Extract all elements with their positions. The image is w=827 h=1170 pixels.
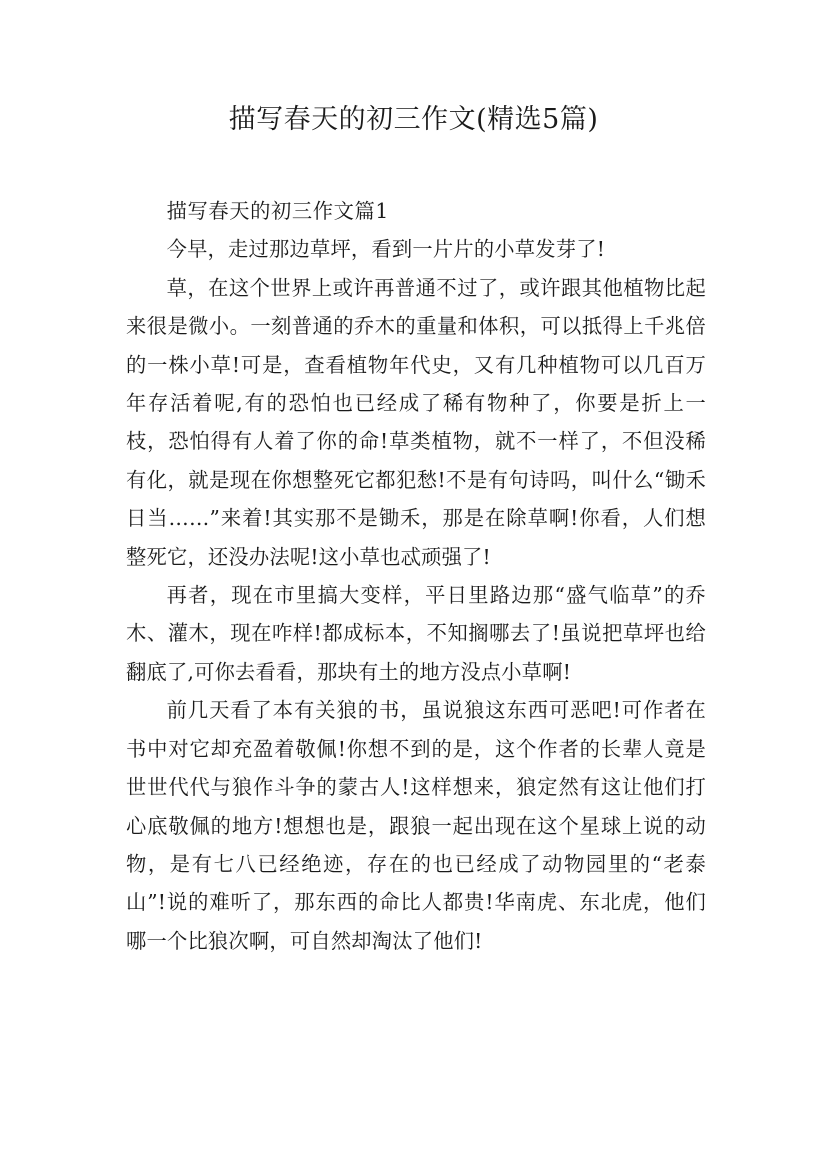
- document-body: [126, 192, 706, 960]
- section-heading: 描写春天的初三作文篇1: [166, 199, 389, 223]
- paragraph: 今早，走过那边草坪，看到一片片的小草发芽了!: [166, 237, 606, 262]
- paragraph: 前几天看了本有关狼的书，虽说狼这东西可恶吧!可作者在书中对它却充盈着敬佩!你想不到的是，这个作者的长辈人竟是世世代代与狼作斗争的蒙古人!这样想来，狼定然有这让他们打心底敬佩的地方!想想也是，跟狼一起出现在这个星球上说的动物，是有七八已经绝迹，存在的也已经成了动物园里的“老泰山”!说的难听了，那东西的命比人都贵!华南虎、东北虎，他们哪一个比狼次啊，可自然却淘汰了他们!: [126, 698, 706, 953]
- paragraph: 再者，现在市里搞大变样，平日里路边那“盛气临草”的乔木、灌木，现在咋样!都成标本，不知搁哪去了!虽说把草坪也给翻底了,可你去看看，那块有土的地方没点小草啊!: [126, 583, 706, 684]
- document-title: 描写春天的初三作文(精选5篇): [228, 104, 599, 135]
- paragraph: 草，在这个世界上或许再普通不过了，或许跟其他植物比起来很是微小。一刻普通的乔木的重量和体积，可以抵得上千兆倍的一株小草!可是，查看植物年代史，又有几种植物可以几百万年存活着呢,有的恐怕也已经成了稀有物种了，你要是折上一枝，恐怕得有人着了你的命!草类植物，就不一样了，不但没稀有化，就是现在你想整死它都犯愁!不是有句诗吗，叫什么“锄禾日当……”来着!其实那不是锄禾，那是在除草啊!你看，人们想整死它，还没办法呢!这小草也忒顽强了!: [126, 275, 706, 569]
